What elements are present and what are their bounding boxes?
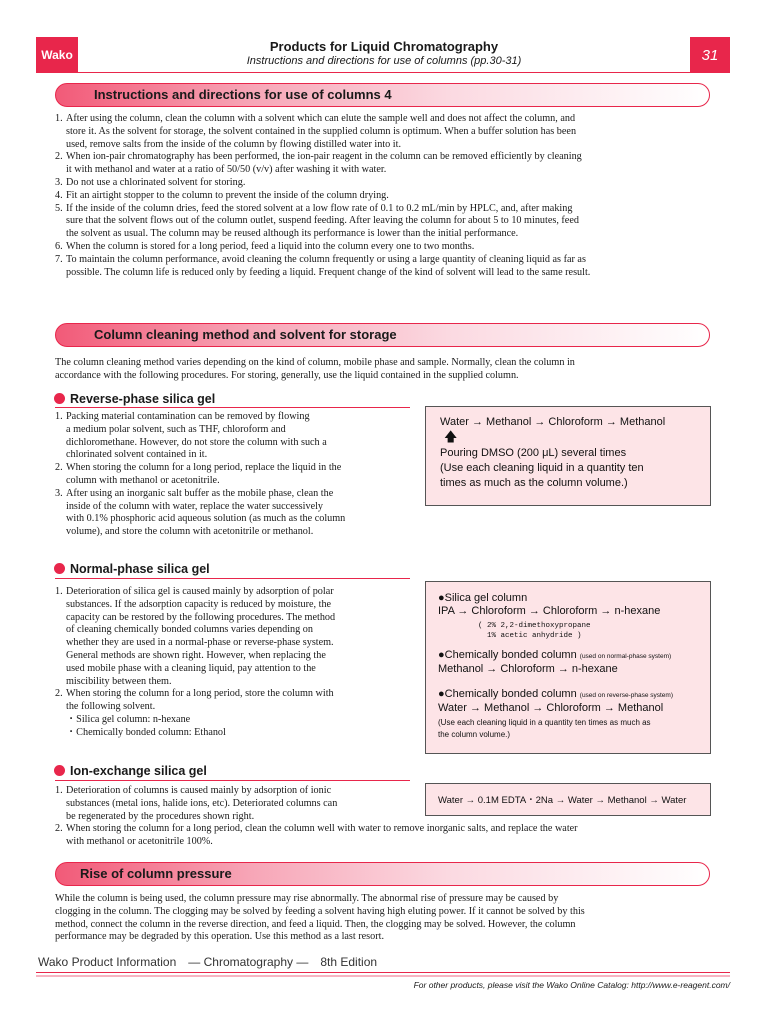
- procedure-additive: ( 2% 2,2-dimethoxypropane: [478, 622, 591, 630]
- list-line: When storing the column for a long period, clean the column well with water to remove inorganic salts, and replace the water: [66, 823, 578, 835]
- list-line: When ion-pair chromatography has been performed, the ion-pair reagent in the column can be removed efficiently by cleaning: [66, 151, 582, 163]
- list-line: When the column is stored for a long period, feed a liquid into the column every one to two months.: [66, 240, 475, 252]
- list-number: 1.: [55, 785, 63, 796]
- footer-rule: [36, 975, 730, 977]
- list-line: ・Chemically bonded column: Ethanol: [66, 726, 226, 738]
- list-line: of cleaning chemically bonded columns varies depending on: [66, 624, 313, 636]
- list-line: sure that the solvent flows out of the column outlet, suspend feeding. After leaving the column for about 5 to 10 minutes, feed: [66, 215, 579, 227]
- pressure-paragraph: [55, 893, 715, 944]
- up-arrow-icon: 🡅: [444, 429, 458, 444]
- section-heading-text: Rise of column pressure: [80, 866, 232, 881]
- list-line: the solvent as usual. The column may be reused although its performance is lower than the initial performance.: [66, 228, 519, 240]
- list-line: ・Silica gel column: n-hexane: [66, 713, 191, 725]
- page-number: 31: [690, 37, 730, 73]
- subheading-reverse-phase: [54, 392, 215, 406]
- normal-phase-procedure-box: [425, 581, 711, 754]
- list-line: chlorinated solvent contained in it.: [66, 449, 208, 461]
- list-number: 2.: [55, 823, 63, 835]
- list-line: After using the column, clean the column with a solvent which can elute the sample well and does not affect the column, and: [66, 113, 576, 124]
- list-line: a medium polar solvent, such as THF, chloroform and: [66, 423, 286, 435]
- list-line: possible. The column life is reduced only by feeding a liquid. Frequent change of the kind of solvent will lead to the same result.: [66, 266, 591, 278]
- procedure-additive: 1% acetic anhydride ): [487, 632, 582, 640]
- list-item: [55, 688, 415, 739]
- subheading-ion-exchange: [54, 764, 207, 778]
- list-line: store it. As the solvent for storage, the solvent contained in the supplied column is optimum. When a buffer solution has been: [66, 125, 577, 137]
- procedure-title: ●Silica gel column: [438, 592, 528, 604]
- bullet-icon: [54, 563, 65, 574]
- subheading-text: Reverse-phase silica gel: [70, 392, 216, 406]
- list-number: 1.: [55, 411, 63, 422]
- list-item: [55, 113, 715, 151]
- list-line: Deterioration of columns is caused mainly by adsorption of ionic: [66, 785, 332, 796]
- footer-url: For other products, please visit the Wako Online Catalog: http://www.e-reagent.com/: [413, 980, 730, 990]
- list-line: whether they are used in a normal-phase or reverse-phase system.: [66, 637, 334, 649]
- subheading-rule: [55, 407, 410, 408]
- list-line: dichloromethane. However, do not store the column with such a: [66, 436, 327, 448]
- list-line: After using an inorganic salt buffer as the mobile phase, clean the: [66, 487, 334, 499]
- list-line: If the inside of the column dries, feed the stored solvent at a low flow rate of 0.1 to 0.2 mL/min by HPLC, and, after making: [66, 202, 573, 214]
- procedure-flow: Water → Methanol → Chloroform → Methanol: [440, 416, 666, 428]
- subheading-text: Normal-phase silica gel: [70, 562, 210, 576]
- list-line: substances. If the adsorption capacity is reduced by moisture, the: [66, 598, 332, 610]
- list-item: [55, 190, 715, 203]
- bullet-icon: [54, 393, 65, 404]
- ion-exchange-procedure-box: [425, 783, 711, 816]
- list-item: [55, 203, 715, 241]
- list-line: General methods are shown right. However, when replacing the: [66, 649, 326, 661]
- procedure-note: (Use each cleaning liquid in a quantity ten times as much as: [438, 718, 651, 727]
- list-line: inside of the column with water, replace the water successively: [66, 500, 324, 512]
- list-line: used, remove salts from the inside of the column by flowing distilled water into it.: [66, 138, 401, 150]
- reverse-phase-list: [55, 411, 415, 539]
- list-line: volume), and store the column with acetonitrile or methanol.: [66, 526, 314, 538]
- list-item: [55, 411, 415, 462]
- page-subtitle: Instructions and directions for use of columns (pp.30-31): [246, 55, 522, 67]
- section-heading-instructions: [55, 83, 710, 107]
- list-line: When storing the column for a long period, store the column with: [66, 688, 334, 700]
- instructions-list: [55, 113, 715, 279]
- section-heading-pressure: [55, 862, 710, 886]
- list-number: 2.: [55, 151, 63, 163]
- footer-publication: Wako Product Information — Chromatography — 8th Edition: [38, 955, 378, 969]
- list-line: used mobile phase with a cleaning liquid, pay attention to the: [66, 662, 316, 674]
- list-number: 3.: [55, 487, 63, 499]
- text-line: While the column is being used, the column pressure may rise abnormally. The abnormal rise of pressure may be caused by: [55, 893, 559, 904]
- list-line: To maintain the column performance, avoid cleaning the column frequently or using a large quantity of cleaning liquid as far as: [66, 253, 586, 265]
- subheading-rule: [55, 780, 410, 781]
- reverse-phase-procedure-box: [425, 406, 711, 506]
- page-title: Products for Liquid Chromatography: [269, 39, 499, 54]
- list-line: Do not use a chlorinated solvent for storing.: [66, 176, 246, 188]
- list-number: 5.: [55, 202, 63, 214]
- footer-rule: [36, 972, 730, 973]
- list-line: When storing the column for a long period, replace the liquid in the: [66, 462, 342, 474]
- procedure-flow: Methanol → Chloroform → n-hexane: [438, 663, 618, 675]
- list-line: Packing material contamination can be removed by flowing: [66, 411, 310, 422]
- list-number: 6.: [55, 240, 63, 252]
- section-heading-text: Instructions and directions for use of columns 4: [94, 87, 392, 102]
- list-number: 2.: [55, 688, 63, 700]
- list-item: [55, 462, 415, 488]
- list-number: 1.: [55, 113, 63, 124]
- procedure-flow: Water → 0.1M EDTA・2Na → Water → Methanol → Water: [438, 795, 687, 806]
- subheading-text: Ion-exchange silica gel: [70, 764, 207, 778]
- text-line: method, connect the column in the reverse direction, and feed a liquid. Then, the clogging may be solved. However, the column: [55, 918, 576, 930]
- procedure-flow: Water → Methanol → Chloroform → Methanol: [438, 702, 664, 714]
- cleaning-intro: [55, 357, 715, 383]
- list-line: column with methanol or acetonitrile.: [66, 474, 220, 486]
- procedure-flow: IPA → Chloroform → Chloroform → n-hexane: [438, 605, 661, 617]
- procedure-title: ●Chemically bonded column (used on reverse-phase system): [438, 688, 673, 700]
- list-number: 3.: [55, 176, 63, 188]
- subheading-normal-phase: [54, 562, 210, 576]
- list-item: [55, 586, 415, 688]
- procedure-title: ●Chemically bonded column (used on normal-phase system): [438, 649, 672, 661]
- text-line: clogging in the column. The clogging may be solved by feeding a solvent having high eluting power. If it cannot be solved by this: [55, 905, 585, 917]
- text-line: accordance with the following procedures. For storing, generally, use the liquid contained in the supplied column.: [55, 369, 519, 381]
- normal-phase-list: [55, 586, 415, 740]
- text-line: performance may be degraded by this operation. Use this method as a last resort.: [55, 931, 385, 943]
- text-line: The column cleaning method varies depending on the kind of column, mobile phase and sample. Normally, clean the column in: [55, 357, 575, 368]
- list-line: with methanol or acetonitrile 100%.: [66, 836, 213, 848]
- list-number: 2.: [55, 462, 63, 474]
- wako-logo: Wako: [36, 37, 78, 73]
- procedure-step: Pouring DMSO (200 μL) several times: [440, 447, 627, 459]
- list-number: 4.: [55, 189, 63, 201]
- subheading-rule: [55, 578, 410, 579]
- list-item: [55, 177, 715, 190]
- header-rule: [78, 72, 690, 73]
- list-item: [55, 823, 715, 849]
- list-number: 1.: [55, 586, 63, 597]
- list-line: it with methanol and water at a ratio of 50/50 (v/v) after washing it with water.: [66, 164, 387, 176]
- list-item: [55, 241, 715, 254]
- list-line: be regenerated by the procedures shown right.: [66, 810, 255, 822]
- list-line: Deterioration of silica gel is caused mainly by adsorption of polar: [66, 586, 334, 597]
- list-line: with 0.1% phosphoric acid aqueous solution (as much as the column: [66, 513, 346, 525]
- section-heading-text: Column cleaning method and solvent for storage: [94, 327, 397, 342]
- list-line: miscibility between them.: [66, 675, 172, 687]
- list-item: [55, 151, 715, 177]
- list-line: capacity can be restored by the following procedures. The method: [66, 611, 336, 623]
- procedure-note: (Use each cleaning liquid in a quantity ten: [440, 462, 644, 474]
- list-line: substances (metal ions, halide ions, etc). Deteriorated columns can: [66, 797, 338, 809]
- procedure-note: times as much as the column volume.): [440, 477, 628, 489]
- list-line: Fit an airtight stopper to the column to prevent the inside of the column drying.: [66, 189, 389, 201]
- list-line: the following solvent.: [66, 701, 156, 713]
- list-item: [55, 488, 415, 539]
- procedure-note: the column volume.): [438, 730, 511, 739]
- list-number: 7.: [55, 253, 63, 265]
- bullet-icon: [54, 765, 65, 776]
- list-item: [55, 254, 715, 280]
- section-heading-cleaning: [55, 323, 710, 347]
